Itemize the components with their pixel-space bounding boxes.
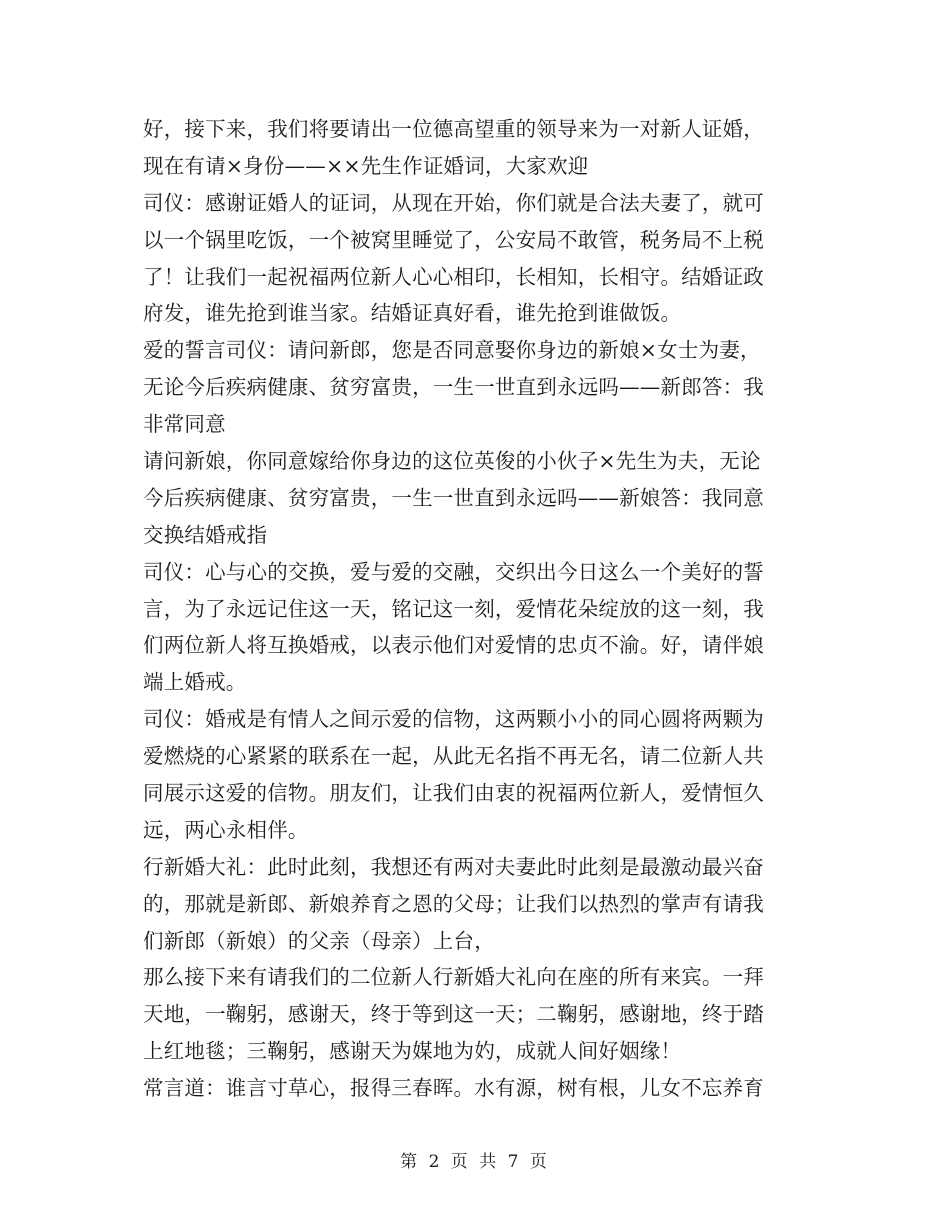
text-line: 爱燃烧的心紧紧的联系在一起，从此无名指不再无名，请二位新人共	[143, 744, 764, 769]
text-line: 远，两心永相伴。	[143, 817, 309, 842]
text-line: 交换结婚戒指	[143, 522, 268, 547]
text-line: 今后疾病健康、贫穷富贵，一生一世直到永远吗——新娘答：我同意	[143, 485, 764, 510]
text-line: 们新郎（新娘）的父亲（母亲）上台，	[143, 928, 495, 953]
text-line: 司仪：心与心的交换，爱与爱的交融，交织出今日这么一个美好的誓	[143, 559, 764, 584]
text-line: 那么接下来有请我们的二位新人行新婚大礼向在座的所有来宾。一拜	[143, 965, 764, 990]
page-number-footer: 第 2 页 共 7 页	[400, 1152, 550, 1172]
text-line: 同展示这爱的信物。朋友们，让我们由衷的祝福两位新人，爱情恒久	[143, 781, 764, 806]
text-line: 请问新娘，你同意嫁给你身边的这位英俊的小伙子×先生为夫，无论	[143, 449, 761, 474]
text-line: 好，接下来，我们将要请出一位德高望重的领导来为一对新人证婚，	[143, 117, 764, 141]
text-line: 天地，一鞠躬，感谢天，终于等到这一天；二鞠躬，感谢地，终于踏	[143, 1002, 764, 1027]
document-body	[143, 111, 803, 1107]
text-line: 上红地毯；三鞠躬，感谢天为媒地为妁，成就人间好姻缘！	[143, 1039, 682, 1064]
text-line: 爱的誓言司仪：请问新郎，您是否同意娶你身边的新娘×女士为妻，	[143, 338, 761, 363]
text-line: 了！让我们一起祝福两位新人心心相印，长相知，长相守。结婚证政	[143, 264, 764, 289]
text-line: 府发，谁先抢到谁当家。结婚证真好看，谁先抢到谁做饭。	[143, 301, 682, 326]
text-line: 常言道：谁言寸草心，报得三春晖。水有源，树有根，儿女不忘养育	[143, 1076, 764, 1101]
text-line: 非常同意	[143, 412, 226, 437]
text-line: 端上婚戒。	[143, 670, 247, 695]
text-line: 无论今后疾病健康、贫穷富贵，一生一世直到永远吗——新郎答：我	[143, 375, 764, 400]
text-line: 们两位新人将互换婚戒，以表示他们对爱情的忠贞不渝。好，请伴娘	[143, 633, 764, 658]
text-line: 言，为了永远记住这一天，铭记这一刻，爱情花朵绽放的这一刻，我	[143, 596, 764, 621]
text-line: 现在有请×身份——××先生作证婚词，大家欢迎	[143, 153, 589, 178]
text-line: 司仪：婚戒是有情人之间示爱的信物，这两颗小小的同心圆将两颗为	[143, 707, 764, 732]
text-line: 的，那就是新郎、新娘养育之恩的父母；让我们以热烈的掌声有请我	[143, 891, 764, 916]
text-line: 司仪：感谢证婚人的证词，从现在开始，你们就是合法夫妻了，就可	[143, 190, 764, 215]
text-line: 以一个锅里吃饭，一个被窝里睡觉了，公安局不敢管，税务局不上税	[143, 227, 764, 252]
text-line: 行新婚大礼：此时此刻，我想还有两对夫妻此时此刻是最激动最兴奋	[143, 854, 764, 879]
